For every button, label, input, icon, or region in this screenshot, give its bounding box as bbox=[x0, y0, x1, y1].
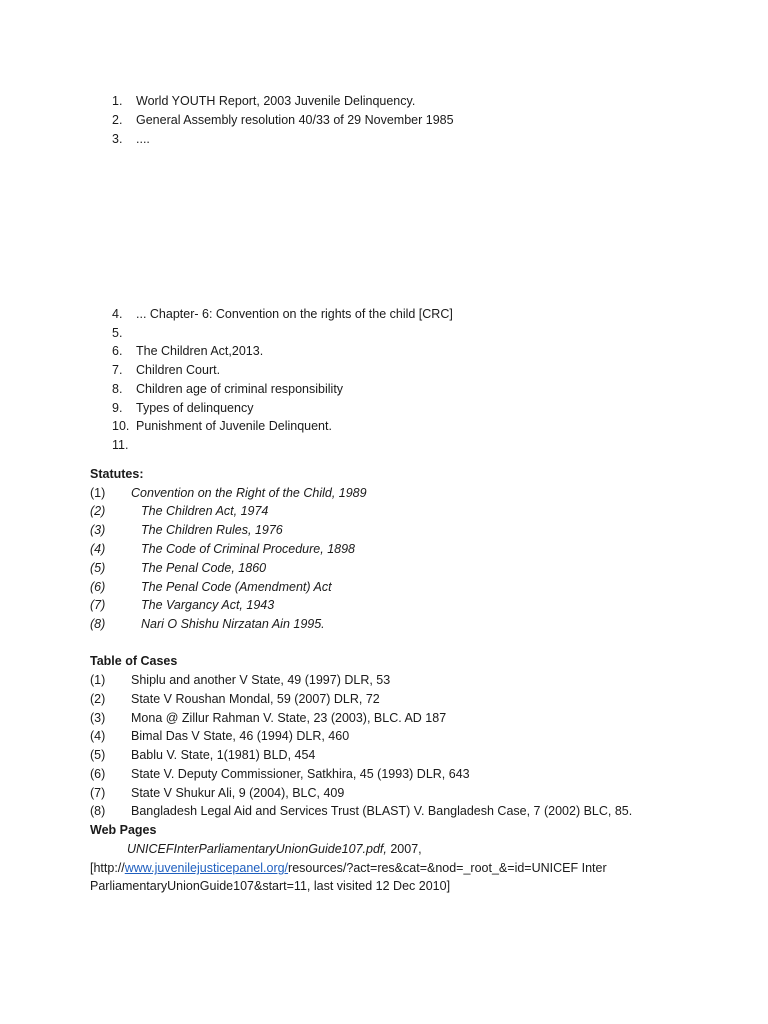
case-item: Bimal Das V State, 46 (1994) DLR, 460 bbox=[131, 729, 350, 743]
case-item: Mona @ Zillur Rahman V. State, 23 (2003), BLC. AD 187 bbox=[131, 711, 447, 725]
case-number: (2) bbox=[90, 692, 106, 706]
case-item: State V. Deputy Commissioner, Satkhira, 45 (1993) DLR, 643 bbox=[131, 767, 470, 781]
list-item: World YOUTH Report, 2003 Juvenile Delinquency. bbox=[136, 94, 416, 108]
web-url-suffix: resources/?act=res&cat=&nod=_root_&=id=UNICEF Inter bbox=[288, 861, 607, 875]
list-number: 10. bbox=[112, 419, 130, 433]
statute-item: The Children Rules, 1976 bbox=[141, 523, 283, 537]
case-number: (5) bbox=[90, 748, 106, 762]
case-number: (8) bbox=[90, 804, 106, 818]
list-number: 7. bbox=[112, 363, 123, 377]
statute-item: Nari O Shishu Nirzatan Ain 1995. bbox=[141, 617, 325, 631]
statute-item: The Code of Criminal Procedure, 1898 bbox=[141, 542, 356, 556]
cases-heading: Table of Cases bbox=[90, 654, 178, 668]
case-item: Shiplu and another V State, 49 (1997) DLR, 53 bbox=[131, 673, 391, 687]
case-item: State V Roushan Mondal, 59 (2007) DLR, 72 bbox=[131, 692, 380, 706]
list-item: Children Court. bbox=[136, 363, 221, 377]
list-item: Children age of criminal responsibility bbox=[136, 382, 344, 396]
case-number: (7) bbox=[90, 786, 106, 800]
web-url-prefix: [http:// bbox=[90, 861, 125, 875]
list-item: The Children Act,2013. bbox=[136, 344, 264, 358]
statute-number: (4) bbox=[90, 542, 106, 556]
web-source-file bbox=[127, 840, 422, 858]
list-number: 8. bbox=[112, 382, 123, 396]
list-number: 3. bbox=[112, 132, 123, 146]
list-number: 6. bbox=[112, 344, 123, 358]
web-url-continuation: ParliamentaryUnionGuide107&start=11, last visited 12 Dec 2010] bbox=[90, 879, 451, 893]
list-number: 4. bbox=[112, 307, 123, 321]
case-number: (6) bbox=[90, 767, 106, 781]
web-pages-heading: Web Pages bbox=[90, 823, 157, 837]
case-item: Bablu V. State, 1(1981) BLD, 454 bbox=[131, 748, 316, 762]
statute-number: (1) bbox=[90, 486, 106, 500]
statute-item: The Vargancy Act, 1943 bbox=[141, 598, 275, 612]
statute-item: Convention on the Right of the Child, 1989 bbox=[131, 486, 367, 500]
web-file-name: UNICEFInterParliamentaryUnionGuide107.pdf, bbox=[127, 842, 387, 856]
statute-item: The Penal Code (Amendment) Act bbox=[141, 580, 332, 594]
statute-number: (7) bbox=[90, 598, 106, 612]
web-link[interactable]: www.juvenilejusticepanel.org/ bbox=[124, 861, 289, 875]
list-number: 5. bbox=[112, 326, 123, 340]
case-item: Bangladesh Legal Aid and Services Trust (BLAST) V. Bangladesh Case, 7 (2002) BLC, 85. bbox=[131, 804, 633, 818]
list-item: ... Chapter- 6: Convention on the rights of the child [CRC] bbox=[136, 307, 453, 321]
list-item: Types of delinquency bbox=[136, 401, 254, 415]
web-url-line bbox=[90, 859, 607, 877]
case-number: (1) bbox=[90, 673, 106, 687]
case-number: (3) bbox=[90, 711, 106, 725]
list-number: 11. bbox=[112, 438, 129, 452]
list-item: .... bbox=[136, 132, 150, 146]
statute-number: (2) bbox=[90, 504, 106, 518]
statute-number: (8) bbox=[90, 617, 106, 631]
list-item: Punishment of Juvenile Delinquent. bbox=[136, 419, 332, 433]
list-number: 2. bbox=[112, 113, 123, 127]
list-number: 9. bbox=[112, 401, 123, 415]
statute-item: The Children Act, 1974 bbox=[141, 504, 269, 518]
statute-item: The Penal Code, 1860 bbox=[141, 561, 267, 575]
statute-number: (3) bbox=[90, 523, 106, 537]
statute-number: (5) bbox=[90, 561, 106, 575]
statutes-heading: Statutes: bbox=[90, 467, 144, 481]
list-item: General Assembly resolution 40/33 of 29 November 1985 bbox=[136, 113, 454, 127]
list-number: 1. bbox=[112, 94, 123, 108]
case-item: State V Shukur Ali, 9 (2004), BLC, 409 bbox=[131, 786, 345, 800]
statute-number: (6) bbox=[90, 580, 106, 594]
web-file-year: 2007, bbox=[386, 842, 422, 856]
case-number: (4) bbox=[90, 729, 106, 743]
